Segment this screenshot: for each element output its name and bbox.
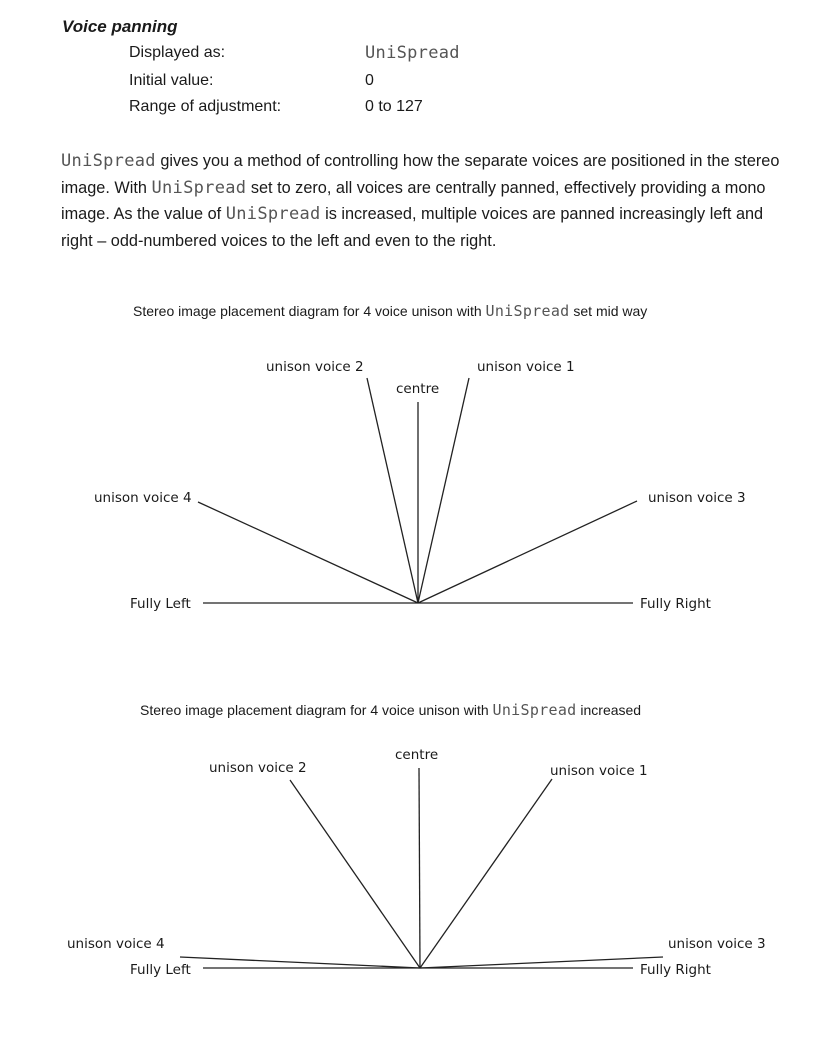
voice-2-line (367, 378, 418, 603)
voice-1-label: unison voice 1 (477, 359, 575, 375)
voice-1-label: unison voice 1 (550, 763, 648, 779)
param-label: Displayed as: (129, 44, 226, 61)
section-heading: Voice panning (62, 17, 178, 36)
voice-2-line (290, 780, 420, 968)
voice-4-label: unison voice 4 (67, 936, 165, 952)
voice-3-line (420, 957, 663, 968)
param-value: 0 to 127 (365, 98, 423, 115)
voice-4-label: unison voice 4 (94, 490, 192, 506)
voice-1-line (418, 378, 469, 603)
param-label: Range of adjustment: (129, 98, 282, 115)
unispread-term: UniSpread (492, 701, 577, 719)
voice-2-label: unison voice 2 (209, 760, 307, 776)
paragraph-text: is increased, multiple voices are panned increasingly left and right – odd-numbered voices to the left and even to the right. (61, 205, 764, 250)
fully-right-label: Fully Right (640, 962, 711, 978)
unispread-term: UniSpread (225, 204, 321, 224)
centre-label: centre (395, 747, 439, 763)
voice-4-line (198, 502, 418, 603)
voice-3-label: unison voice 3 (668, 936, 766, 952)
diagram-2 (67, 747, 766, 978)
diagram-1 (94, 359, 746, 612)
voice-2-label: unison voice 2 (266, 359, 364, 375)
centre-label: centre (396, 381, 440, 397)
caption-text: Stereo image placement diagram for 4 voice unison with (133, 303, 486, 319)
paragraph-text: gives you a method of controlling how the separate voices are positioned in the stereo image. With (61, 152, 780, 197)
voice-3-line (418, 501, 637, 603)
unispread-term: UniSpread (151, 177, 247, 198)
caption-text: set mid way (569, 303, 648, 319)
fully-right-label: Fully Right (640, 596, 711, 612)
param-value: 0 (365, 72, 374, 89)
fully-left-label: Fully Left (130, 596, 191, 612)
param-value: UniSpread (365, 43, 460, 63)
voice-4-line (180, 957, 420, 968)
centre-line (419, 768, 420, 968)
fully-left-label: Fully Left (130, 962, 191, 978)
caption-text: increased (576, 702, 642, 718)
param-label: Initial value: (129, 72, 214, 89)
voice-3-label: unison voice 3 (648, 490, 746, 506)
paragraph-text: set to zero, all voices are centrally panned, effectively providing a mono image. As the value of (61, 178, 766, 223)
unispread-term: UniSpread (485, 302, 570, 320)
caption-text: Stereo image placement diagram for 4 voice unison with (140, 702, 493, 718)
voice-1-line (420, 779, 552, 968)
unispread-term: UniSpread (61, 151, 156, 171)
